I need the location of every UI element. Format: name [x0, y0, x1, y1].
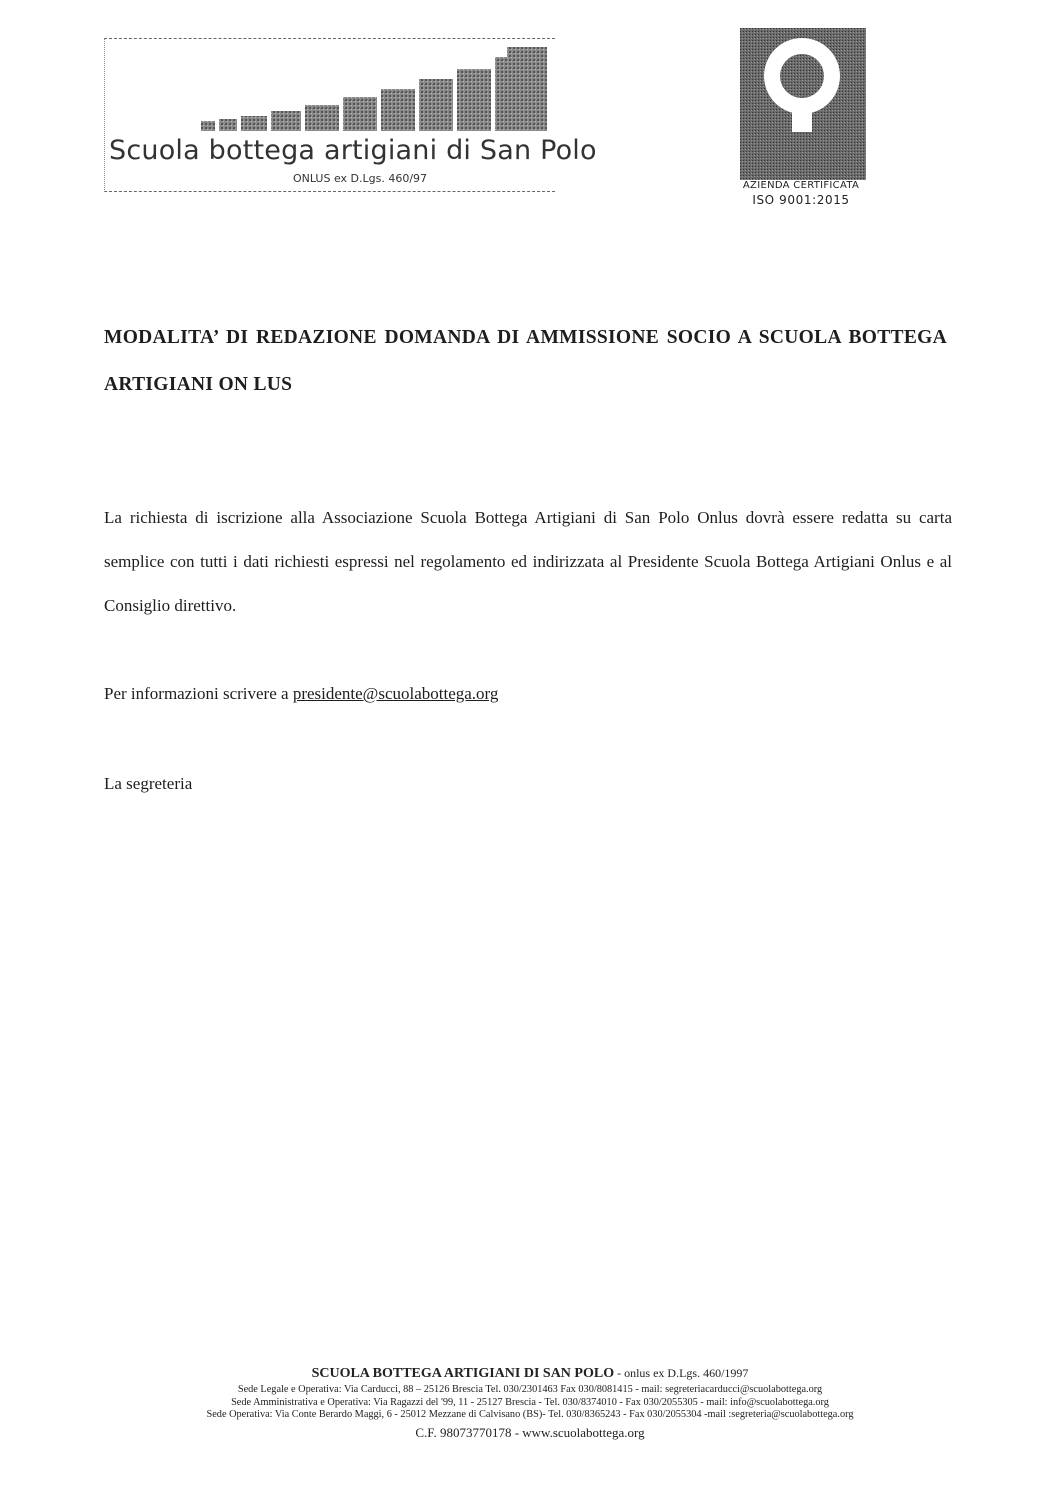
- certification-standard: ISO 9001:2015: [752, 193, 850, 207]
- logo-subtitle: ONLUS ex D.Lgs. 460/97: [292, 172, 428, 185]
- footer-tax-code-website: C.F. 98073770178 - www.scuolabottega.org: [415, 1424, 645, 1440]
- contact-prefix: Per informazioni scrivere a: [104, 684, 289, 703]
- logo-bars-graphic: [105, 39, 555, 139]
- footer-org: [120, 1363, 940, 1384]
- logo-name: Scuola bottega artigiani di San Polo: [109, 135, 597, 166]
- footer-address-admin: Sede Amministrativa e Operativa: Via Ragazzi del '99, 11 - 25127 Brescia - Tel. 030/8374010 - Fax 030/2055305 - mail: info@scuolabottega.org: [231, 1396, 829, 1408]
- school-logo: [104, 38, 597, 192]
- president-email-link[interactable]: presidente@scuolabottega.org: [292, 684, 499, 703]
- contact-paragraph: [104, 672, 952, 716]
- footer-address-legal: Sede Legale e Operativa: Via Carducci, 88 – 25126 Brescia Tel. 030/2301463 Fax 030/8081415 - mail: segreteriacarducci@scuolabottega.org: [237, 1384, 823, 1395]
- footer-org-suffix: - onlus ex D.Lgs. 460/1997: [614, 1366, 749, 1380]
- signature: La segreteria: [104, 774, 193, 793]
- certification-label: AZIENDA CERTIFICATA: [742, 180, 860, 191]
- letterhead-footer: [120, 1363, 940, 1443]
- body-paragraph: La richiesta di iscrizione alla Associazione Scuola Bottega Artigiani di San Polo Onlus dovrà essere redatta su carta semplice con tutti i dati richiesti espressi nel regolamento ed indirizzata al Presidente Scuola Bottega Artigiani Onlus e al Consiglio direttivo.: [104, 508, 952, 615]
- document-title: MODALITA’ DI REDAZIONE DOMANDA DI AMMISSIONE SOCIO A SCUOLA BOTTEGA ARTIGIANI ON LUS: [104, 327, 947, 395]
- footer-org-name: SCUOLA BOTTEGA ARTIGIANI DI SAN POLO: [311, 1366, 615, 1381]
- iso-certification-badge-icon: [740, 28, 866, 180]
- footer-address-operational: Sede Operativa: Via Conte Berardo Maggi, 6 - 25012 Mezzane di Calvisano (BS)- Tel. 030/8365243 - Fax 030/2055304 -mail :segreteria@scuolabottega.org: [206, 1409, 854, 1420]
